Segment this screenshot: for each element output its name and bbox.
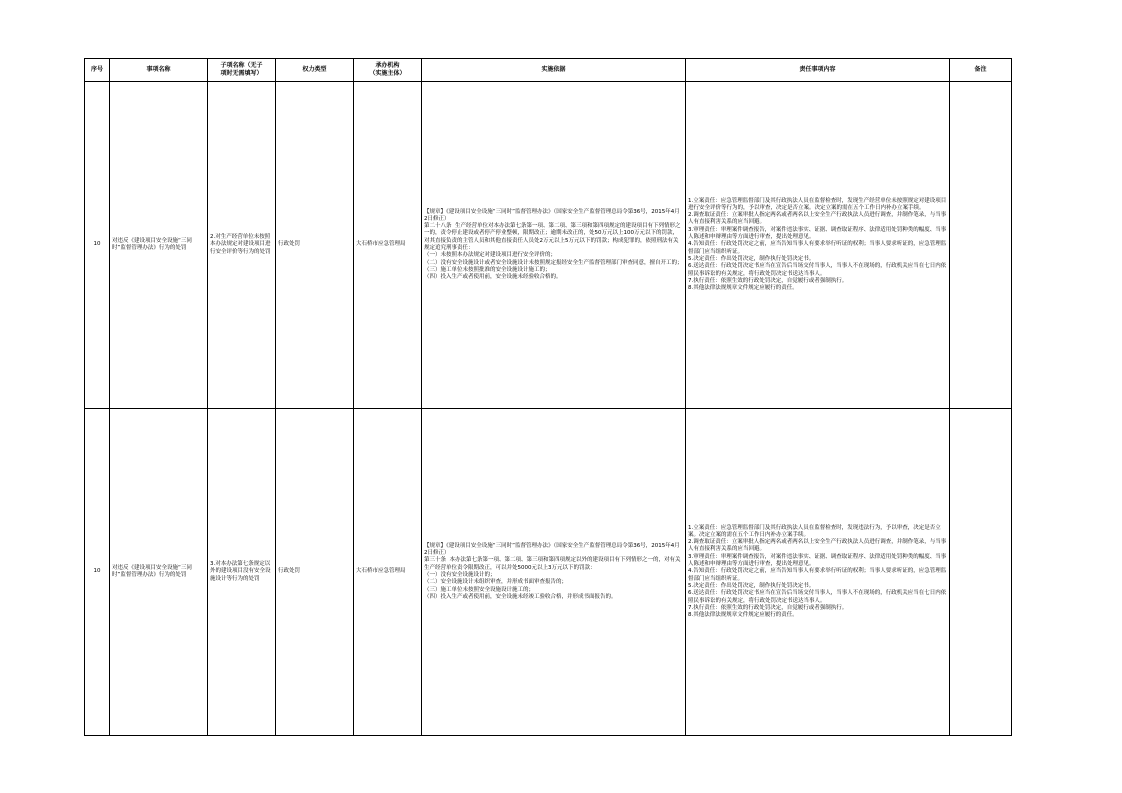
header-seq: 序号 [85,59,110,82]
cell-note [950,82,1012,409]
cell-item-name: 对违反《建设项目安全设施“三同时”监督管理办法》行为的处罚 [110,409,208,736]
header-note: 备注 [950,59,1012,82]
cell-duty: 1.立案责任：应急管理监督部门及其行政执法人员在监督检查时，发现生产经营单位未按照规定对建设项目进行安全评价等行为的，予以审查，决定是否立案。决定立案的需在五个工作日内补办立案手续。 2.调查取证责任：立案审批人指定两名或者两名以上安全生产行政执法人员进行调查，并制作笔录，与当事人有直接利害关系的应当回避。 3.审理责任：审理案件调查报告，对案件违法事实、证据、调查取证程序、法律适用处罚种类的幅度、当事人陈述和申辩理由等方面进行审查，提出处理意见。 4.告知责任：行政处罚决定之前，应当告知当事人有要求举行听证的权利；当事人要求听证的，应急管理监督部门应当组织听证。 5.决定责任：作出处罚决定，制作执行处罚决定书。 6.送达责任：行政处罚决定书应当在宣告后当场交付当事人，当事人不在现场的，行政机关应当在七日内依照民事诉讼的有关规定，将行政处罚决定书送达当事人。 7.执行责任：依照生效的行政处罚决定，自觉履行或者强制执行。 8.其他法律法规规章文件规定应履行的责任。 [686,82,950,409]
cell-agency: 大石桥市应急管理局 [354,409,422,736]
header-agency: 承办机构 （实施主体） [354,59,422,82]
header-power-type: 权力类型 [276,59,354,82]
cell-note [950,409,1012,736]
cell-item-name: 对违反《建设项目安全设施“三同时”监督管理办法》行为的处罚 [110,82,208,409]
cell-sub-item: 2.对生产经营单位未按照本办法规定对建设项目进行安全评价等行为的处罚 [208,82,276,409]
cell-seq: 10 [85,409,110,736]
cell-duty: 1.立案责任：应急管理监督部门及其行政执法人员在监督检查时，发现违法行为，予以审查，决定是否立案。决定立案的需在五个工作日内补办立案手续。 2.调查取证责任：立案审批人指定两名或者两名以上安全生产行政执法人员进行调查，并制作笔录，与当事人有直接利害关系的应当回避。 3.审理责任：审理案件调查报告，对案件违法事实、证据、调查取证程序、法律适用处罚种类的幅度、当事人陈述和申辩理由等方面进行审查，提出处理意见。 4.告知责任：行政处罚决定之前，应当告知当事人有要求举行听证的权利；当事人要求听证的，应急管理监督部门应当组织听证。 5.决定责任：作出处罚决定，制作执行处罚决定书。 6.送达责任：行政处罚决定书应当在宣告后当场交付当事人，当事人不在现场的，行政机关应当在七日内依照民事诉讼的有关规定，将行政处罚决定书送达当事人。 7.执行责任：依照生效的行政处罚决定，自觉履行或者强制执行。 8.其他法律法规规章文件规定应履行的责任。 [686,409,950,736]
cell-seq: 10 [85,82,110,409]
header-sub-item: 子项名称（无子 项时无需填写） [208,59,276,82]
cell-agency: 大石桥市应急管理局 [354,82,422,409]
header-item-name: 事项名称 [110,59,208,82]
cell-basis: 【规章】《建设项目安全设施“三同时”监督管理办法》（国家安全生产监督管理总局令第36号，2015年4月2日修正） 第二十八条 生产经营单位对本办法第七条第一项、第二项、第三项和第四项规定的建设项目有下列情形之一的，责令停止建设或者停产停业整顿，限期改正；逾期未改正的，处50万元以上100万元以下的罚款，对其直接负责的主管人员和其他直接责任人员处2万元以上5万元以下的罚款；构成犯罪的，依照刑法有关规定追究刑事责任： （一）未按照本办法规定对建设项目进行安全评价的； （二）没有安全设施设计或者安全设施设计未按照规定报经安全生产监督管理部门审查同意，擅自开工的； （三）施工单位未按照批准的安全设施设计施工的； （四）投入生产或者使用前，安全设施未经验收合格的。 [422,82,686,409]
cell-sub-item: 3.对本办法第七条规定以外的建设项目没有安全设施设计等行为的处罚 [208,409,276,736]
header-duty: 责任事项内容 [686,59,950,82]
header-row [85,59,1012,82]
cell-power-type: 行政处罚 [276,409,354,736]
power-list-table [84,58,1012,736]
cell-power-type: 行政处罚 [276,82,354,409]
cell-basis: 【规章】《建设项目安全设施“三同时”监督管理办法》（国家安全生产监督管理总局令第36号，2015年4月2日修正） 第三十条 本办法第七条第一项、第二项、第三项和第四项规定以外的建设项目有下列情形之一的，对有关生产经营单位责令限期改正，可以并处5000元以上3万元以下的罚款： （一）没有安全设施设计的； （二）安全设施设计未组织审查，并形成书面审查报告的； （三）施工单位未按照安全设施设计施工的； （四）投入生产或者使用前，安全设施未经竣工验收合格，并形成书面报告的。 [422,409,686,736]
table-row [85,409,1012,736]
header-basis: 实施依据 [422,59,686,82]
table-row [85,82,1012,409]
